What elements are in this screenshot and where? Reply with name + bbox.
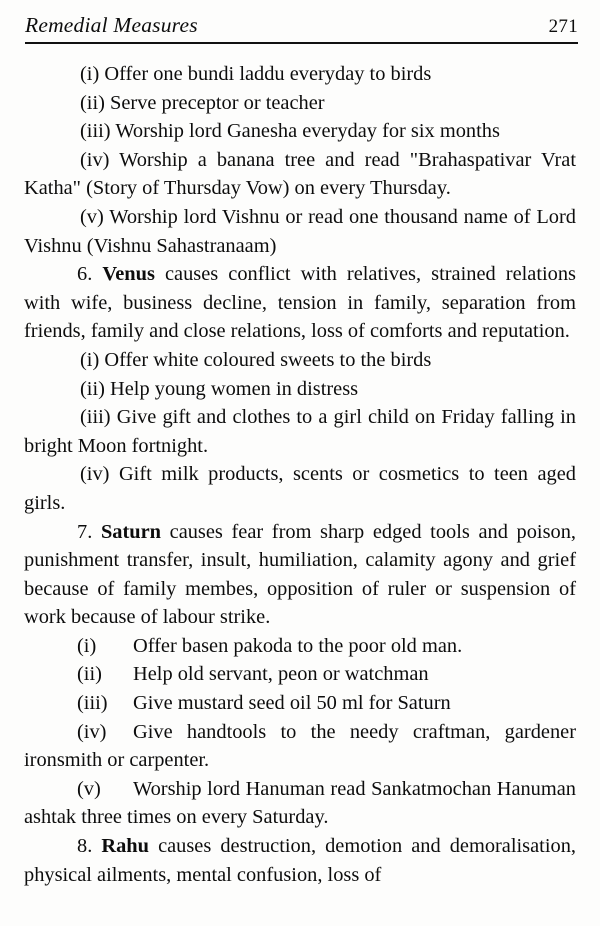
list-item <box>24 718 576 775</box>
list-item-text: Gift milk products, scents or cosmetics to teen aged girls. <box>24 463 576 514</box>
text-block <box>24 60 576 889</box>
list-item-text: Give mustard seed oil 50 ml for Saturn <box>133 692 451 715</box>
list-item-text: Serve preceptor or teacher <box>110 91 325 114</box>
list-item-text: Offer one bundi laddu everyday to birds <box>104 63 432 85</box>
list-item <box>24 460 576 517</box>
list-item-text: Worship a banana tree and read "Brahaspativar Vrat Katha" (Story of Thursday Vow) on every Thursday. <box>24 148 576 200</box>
running-head-row <box>25 13 578 38</box>
list-item-text: Give handtools to the needy craftman, gardener ironsmith or carpenter. <box>24 720 576 772</box>
list-item-numeral: (ii) <box>77 663 102 686</box>
list-item <box>24 60 576 89</box>
list-item-numeral: (iii) <box>80 406 111 429</box>
list-item <box>24 375 576 404</box>
page-title: Remedial Measures <box>25 13 198 37</box>
list-item <box>24 89 576 118</box>
paragraph-text: causes destruction, demotion and demoralisation, physical ailments, mental confusion, loss of <box>24 835 576 886</box>
list-item <box>24 632 576 661</box>
list-item-numeral: (v) <box>77 777 101 800</box>
planet-name: Saturn <box>100 520 161 543</box>
list-item-numeral: (iv) <box>77 720 107 743</box>
item-number: 7. <box>77 520 93 543</box>
list-item-text: Help young women in distress <box>110 377 359 400</box>
list-item <box>24 403 576 460</box>
list-item <box>24 775 576 832</box>
list-item-numeral: (iv) <box>80 148 110 171</box>
list-item <box>24 346 576 375</box>
list-item <box>24 660 576 689</box>
planet-name: Rahu <box>101 835 149 858</box>
list-item-text: Offer basen pakoda to the poor old man. <box>133 634 463 657</box>
list-item <box>24 117 576 146</box>
planet-name: Venus <box>102 263 155 286</box>
list-item-numeral: (ii) <box>80 377 105 400</box>
list-item-text: Offer white coloured sweets to the birds <box>104 348 432 371</box>
list-item-numeral: (i) <box>80 63 100 85</box>
list-item-numeral: (iv) <box>80 463 110 486</box>
paragraph-saturn <box>24 518 576 632</box>
list-item-numeral: (iii) <box>77 692 108 715</box>
list-item-numeral: (v) <box>80 205 104 228</box>
paragraph-rahu <box>24 832 576 889</box>
paragraph-text: causes fear from sharp edged tools and poison, punishment transfer, insult, humiliation, calamity agony and grief because of family membes, opposition of ruler or suspension of work because of labour strike. <box>24 520 576 629</box>
list-item-numeral: (ii) <box>80 91 105 114</box>
list-item <box>24 203 576 260</box>
page-number: 271 <box>548 16 578 37</box>
item-number: 8. <box>77 835 93 858</box>
list-item-text: Worship lord Vishnu or read one thousand name of Lord Vishnu (Vishnu Sahastranaam) <box>24 205 576 257</box>
item-number: 6. <box>77 263 93 286</box>
list-item <box>24 146 576 203</box>
list-item-text: Worship lord Hanuman read Sankatmochan Hanuman ashtak three times on every Saturday. <box>24 777 576 829</box>
list-item-numeral: (iii) <box>80 120 111 143</box>
list-item-text: Worship lord Ganesha everyday for six months <box>115 120 500 143</box>
paragraph-venus <box>24 260 576 346</box>
header-rule <box>25 42 578 44</box>
list-item-text: Help old servant, peon or watchman <box>133 663 429 686</box>
list-item-numeral: (i) <box>80 348 100 371</box>
list-item-text: Give gift and clothes to a girl child on Friday falling in bright Moon fortnight. <box>24 406 576 457</box>
paragraph-text: causes conflict with relatives, strained relations with wife, business decline, tension in family, separation from friends, family and close relations, loss of comforts and reputation. <box>24 263 576 343</box>
list-item <box>24 689 576 718</box>
running-head <box>25 13 578 49</box>
list-item-numeral: (i) <box>77 634 97 657</box>
